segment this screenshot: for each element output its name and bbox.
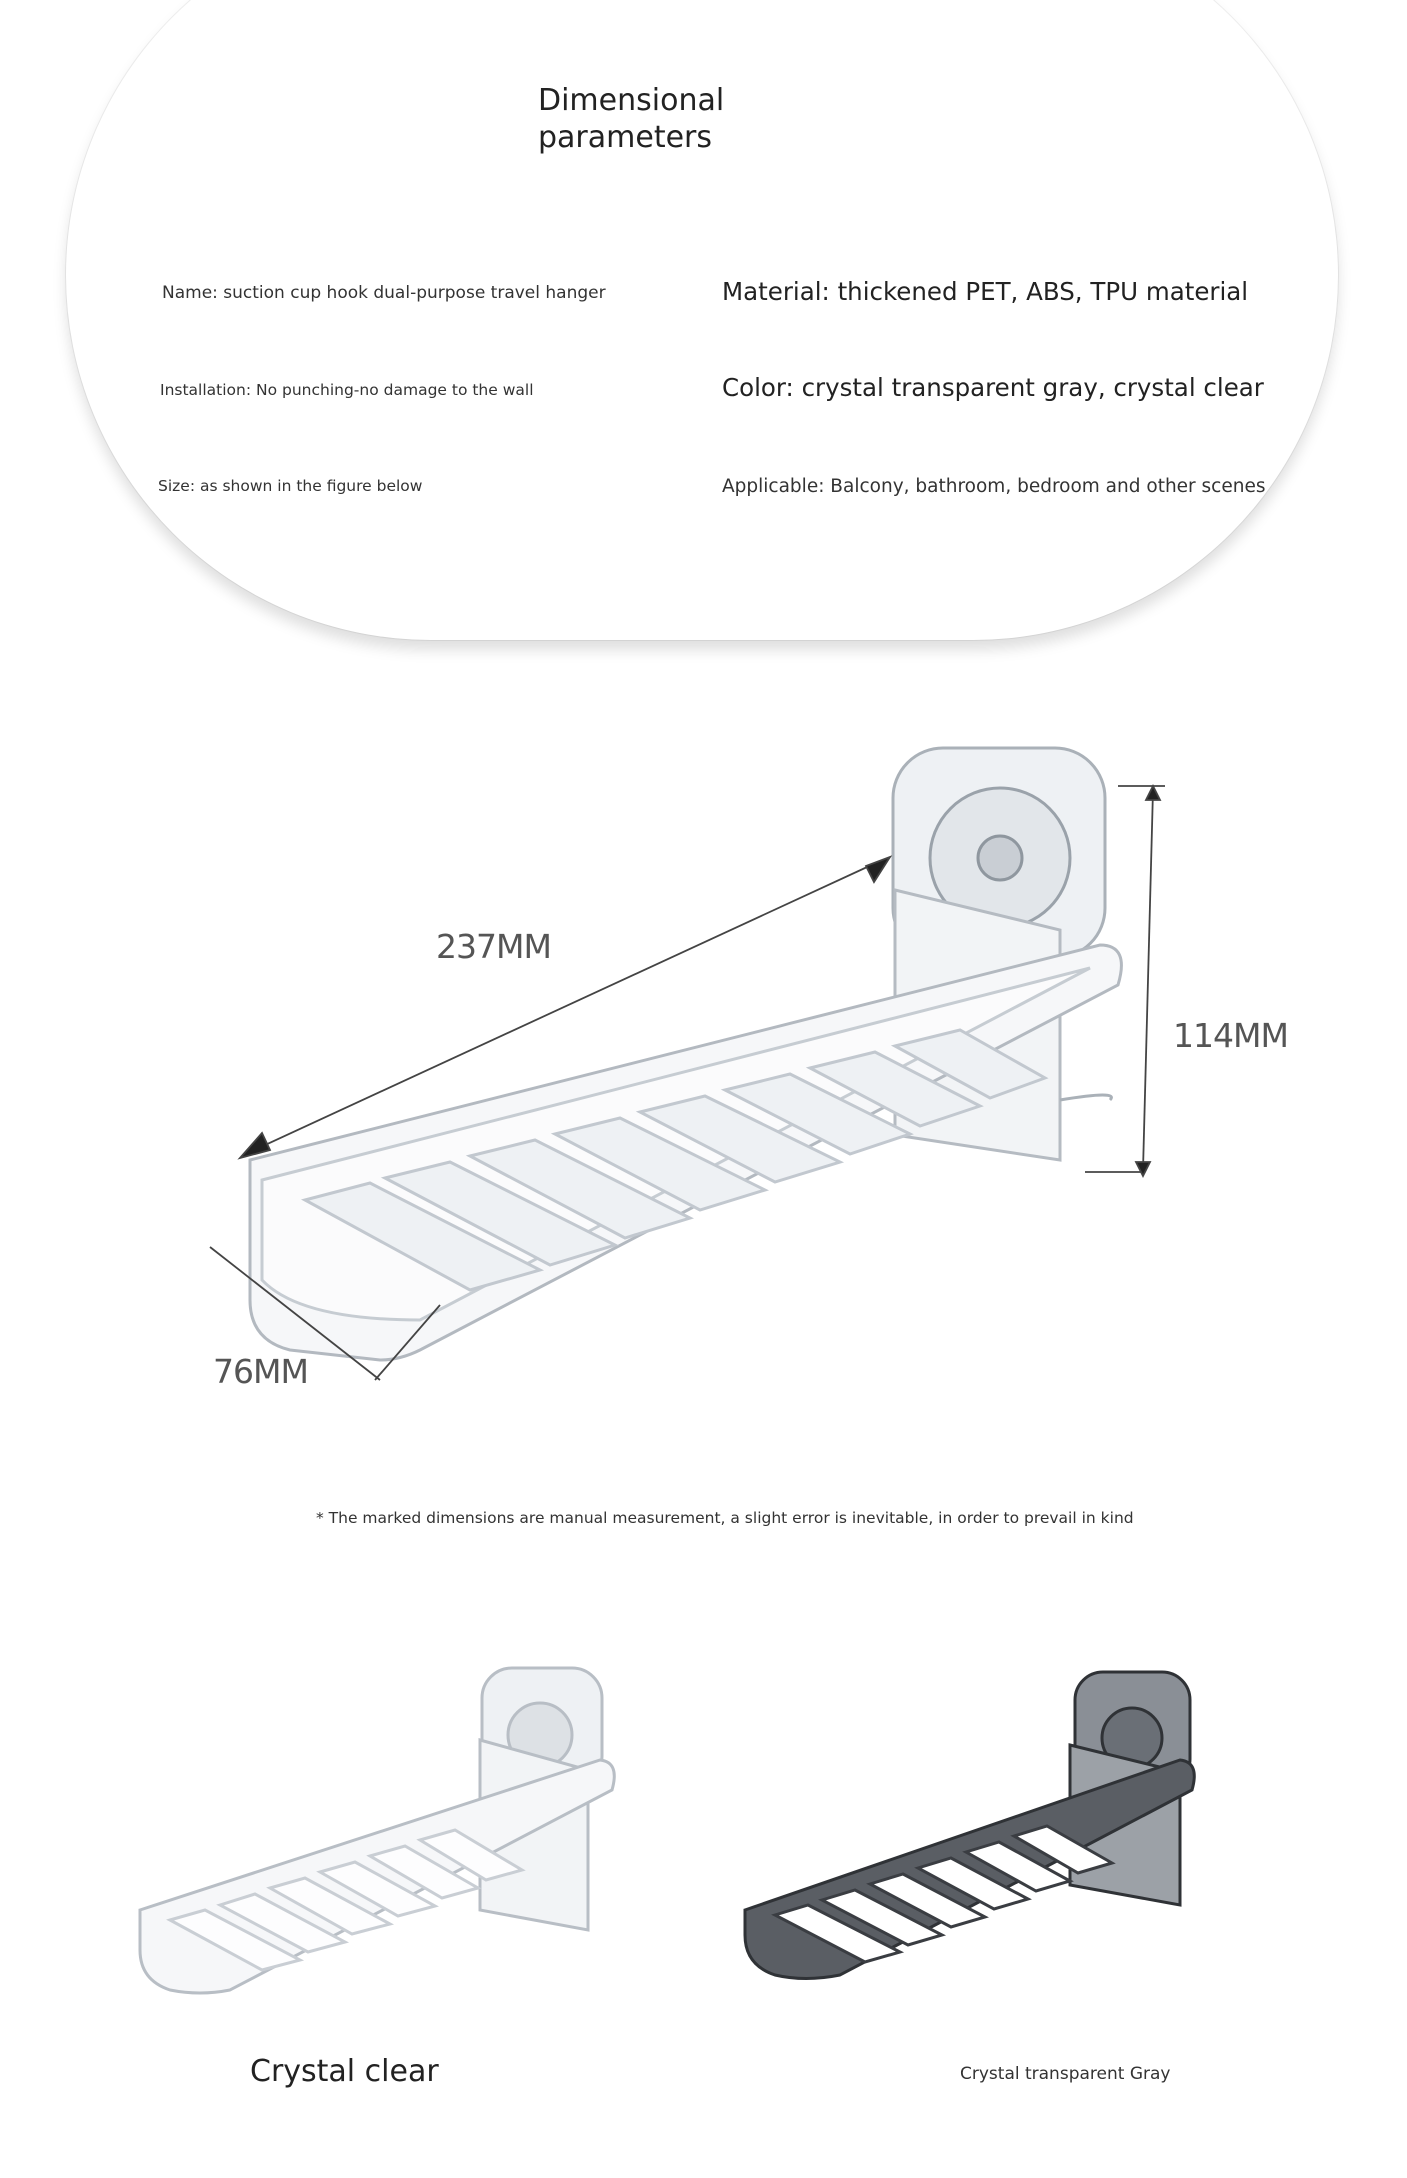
main-rack-illustration [250, 748, 1121, 1360]
variant-clear-label: Crystal clear [250, 2054, 439, 2089]
spec-material: Material: thickened PET, ABS, TPU material [722, 277, 1249, 306]
dimension-width-label: 76MM [213, 1352, 308, 1391]
spec-color: Color: crystal transparent gray, crystal clear [722, 373, 1264, 402]
page-title: Dimensional parameters [538, 83, 725, 155]
spec-installation: Installation: No punching-no damage to the wall [160, 381, 534, 399]
dimension-height-label: 114MM [1173, 1016, 1288, 1055]
gray-variant-illustration [745, 1672, 1194, 1979]
dimension-length-label: 237MM [436, 927, 551, 966]
measurement-note: * The marked dimensions are manual measurement, a slight error is inevitable, in order to prevail in kind [316, 1509, 1134, 1527]
variant-gray-label: Crystal transparent Gray [960, 2064, 1171, 2084]
spec-applicable: Applicable: Balcony, bathroom, bedroom and other scenes [722, 476, 1266, 497]
spec-name: Name: suction cup hook dual-purpose travel hanger [162, 283, 606, 303]
spec-size: Size: as shown in the figure below [158, 477, 423, 495]
clear-variant-illustration [140, 1668, 614, 1993]
